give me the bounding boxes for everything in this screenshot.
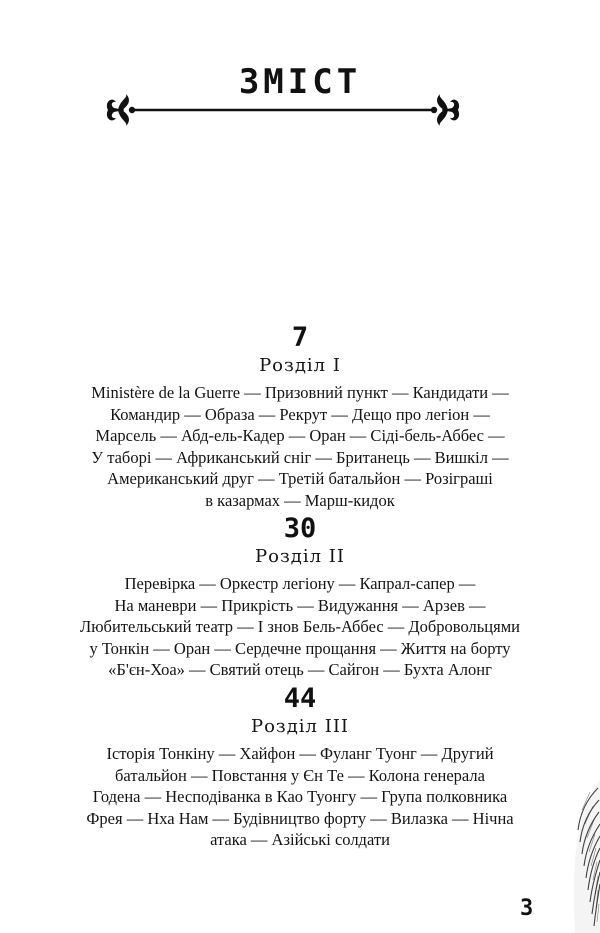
- section-line: Історія Тонкіну — Хайфон — Фуланг Туонг — Другий: [106, 744, 494, 763]
- section-line: Фрея — Нха Нам — Будівництво форту — Вилазка — Нічна: [86, 808, 514, 828]
- section-title: Розділ ІІ: [255, 546, 345, 567]
- section-line: Годена — Несподіванка в Као Туонгу — Група полковника: [92, 787, 508, 806]
- section-line: Марсель — Абд-ель-Кадер — Оран — Сіді-бель-Аббес —: [95, 426, 505, 445]
- flourish-divider-icon: [102, 92, 464, 128]
- section-line: атака — Азійські солдати: [210, 830, 390, 849]
- page-folio: 3: [520, 896, 534, 921]
- contents-heading: ЗМІСТ: [238, 62, 362, 102]
- section-title: Розділ І: [259, 355, 341, 376]
- section-line: «Б'єн-Хоа» — Святий отець — Сайгон — Бухта Алонг: [108, 660, 492, 679]
- section-line: Американський друг — Третій батальйон — Розіграші: [107, 469, 493, 488]
- section-1: [0, 322, 600, 511]
- section-line: Перевірка — Оркестр легіону — Капрал-сапер —: [124, 574, 476, 593]
- section-line: Любительський театр — І знов Бель-Аббес — Добровольцями: [80, 617, 520, 636]
- section-page-number: 44: [283, 683, 317, 714]
- section-page-number: 30: [283, 513, 317, 544]
- section-title: Розділ ІІІ: [250, 716, 350, 737]
- section-line: Командир — Образа — Рекрут — Дещо про легіон —: [110, 404, 490, 424]
- feather-decoration-icon: [530, 780, 600, 933]
- section-2: [0, 513, 600, 681]
- section-line: в казармах — Марш-кидок: [205, 490, 395, 510]
- section-line: На маневри — Прикрість — Видужання — Арзев —: [114, 595, 486, 615]
- section-page-number: 7: [291, 322, 309, 353]
- section-line: батальйон — Повстання у Єн Те — Колона генерала: [115, 765, 485, 785]
- section-line: У таборі — Африканський сніг — Британець — Вишкіл —: [91, 447, 509, 467]
- section-3: [0, 683, 600, 851]
- section-line: Ministère de la Guerre — Призовний пункт — Кандидати —: [91, 383, 509, 402]
- section-line: у Тонкін — Оран — Сердечне прощання — Життя на борту: [89, 638, 511, 658]
